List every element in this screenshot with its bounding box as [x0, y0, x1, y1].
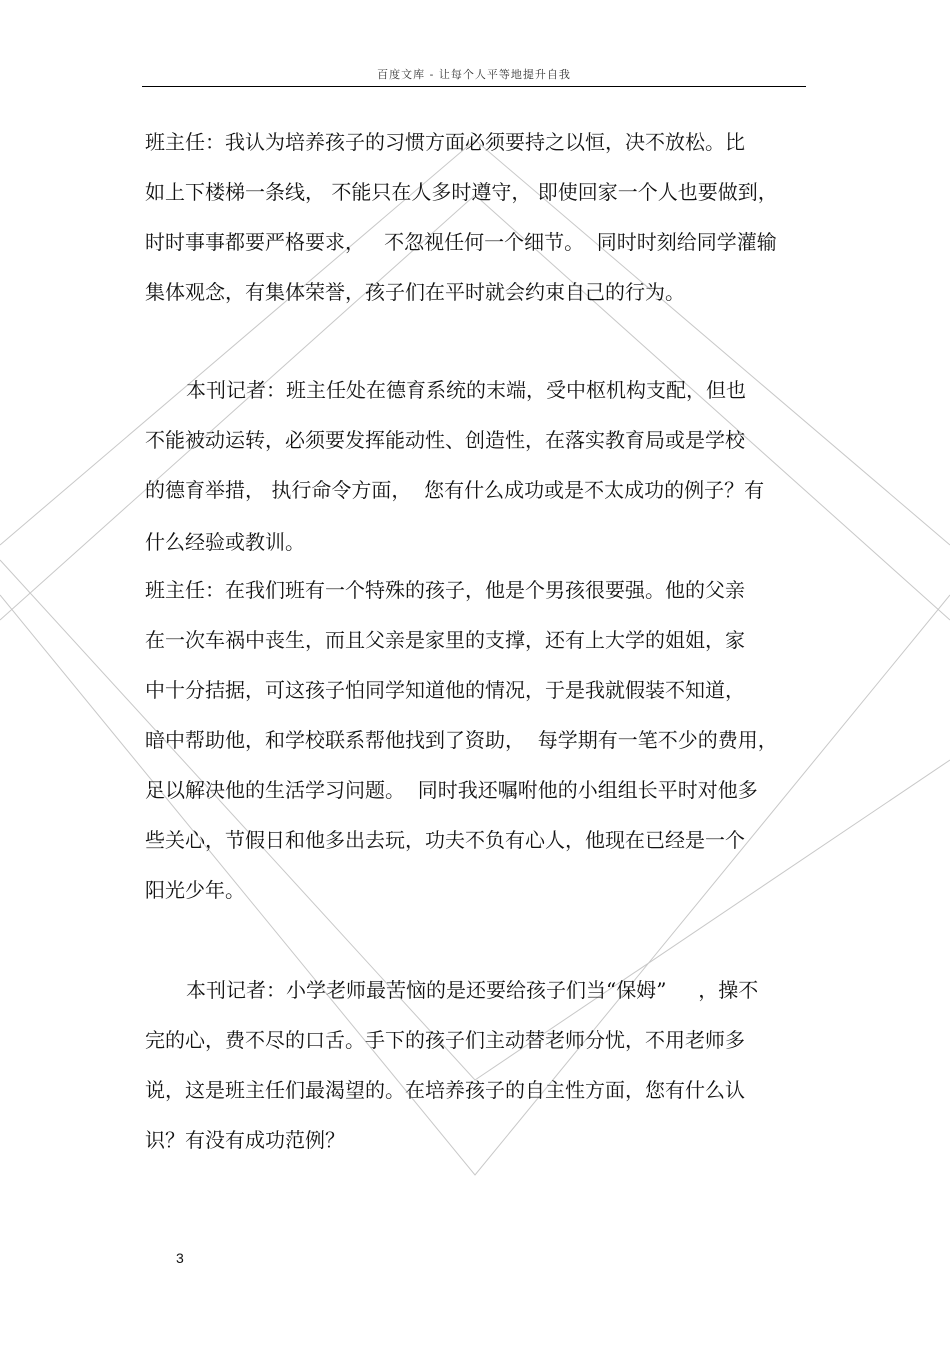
page-number: 3 — [176, 1250, 184, 1266]
paragraph-2-line-1: 本刊记者：班主任处在德育系统的末端，受中枢机构支配，但也 — [186, 378, 746, 402]
paragraph-1-line-4: 集体观念，有集体荣誉，孩子们在平时就会约束自己的行为。 — [145, 280, 685, 304]
paragraph-3-line-5: 足以解决他的生活学习问题。 同时我还嘱咐他的小组组长平时对他多 — [145, 778, 758, 802]
paragraph-3-line-6: 些关心，节假日和他多出去玩，功夫不负有心人，他现在已经是一个 — [145, 828, 745, 852]
paragraph-4-line-1: 本刊记者：小学老师最苦恼的是还要给孩子们当“保姆” ，操不 — [186, 978, 759, 1002]
paragraph-2-line-4: 什么经验或教训。 — [145, 530, 305, 554]
paragraph-3-line-3: 中十分拮据，可这孩子怕同学知道他的情况，于是我就假装不知道， — [145, 678, 745, 702]
paragraph-1-line-1: 班主任：我认为培养孩子的习惯方面必须要持之以恒，决不放松。比 — [145, 130, 745, 154]
paragraph-3-line-7: 阳光少年。 — [145, 878, 245, 902]
page-header: 百度文库 - 让每个人平等地提升自我 — [377, 68, 571, 81]
paragraph-2-line-2: 不能被动运转，必须要发挥能动性、创造性，在落实教育局或是学校 — [145, 428, 745, 452]
paragraph-1-line-2: 如上下楼梯一条线， 不能只在人多时遵守， 即使回家一个人也要做到， — [145, 180, 778, 204]
header-divider — [142, 86, 806, 87]
paragraph-4-line-4: 识？有没有成功范例？ — [145, 1128, 345, 1152]
paragraph-4-line-3: 说，这是班主任们最渴望的。在培养孩子的自主性方面，您有什么认 — [145, 1078, 745, 1102]
paragraph-3-line-2: 在一次车祸中丧生，而且父亲是家里的支撑，还有上大学的姐姐，家 — [145, 628, 745, 652]
paragraph-3-line-1: 班主任：在我们班有一个特殊的孩子，他是个男孩很要强。他的父亲 — [145, 578, 745, 602]
paragraph-1-line-3: 时时事事都要严格要求， 不忽视任何一个细节。 同时时刻给同学灌输 — [145, 230, 777, 254]
paragraph-3-line-4: 暗中帮助他，和学校联系帮他找到了资助， 每学期有一笔不少的费用， — [145, 728, 778, 752]
paragraph-2-line-3: 的德育举措， 执行命令方面， 您有什么成功或是不太成功的例子？有 — [145, 478, 765, 502]
paragraph-4-line-2: 完的心，费不尽的口舌。手下的孩子们主动替老师分忧，不用老师多 — [145, 1028, 745, 1052]
